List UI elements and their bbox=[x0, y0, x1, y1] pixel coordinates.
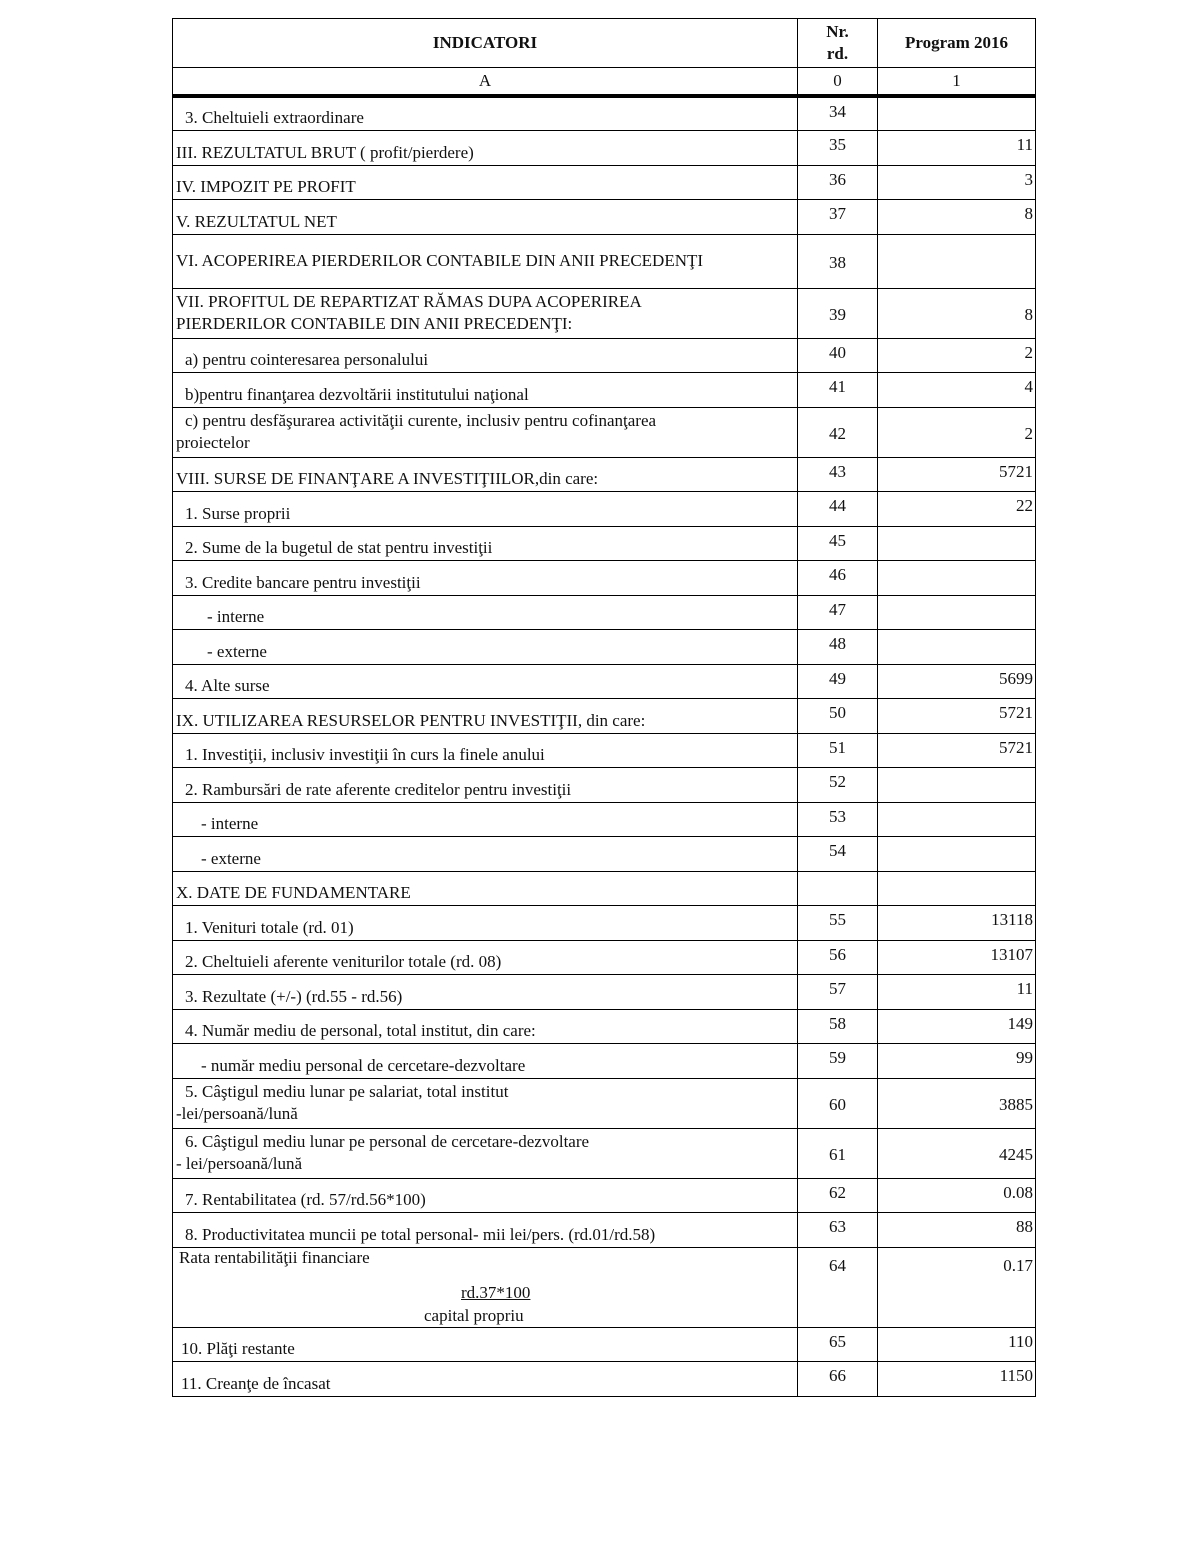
table-header-row bbox=[173, 19, 1036, 68]
table-row bbox=[173, 492, 1036, 527]
row-label: 7. Rentabilitatea (rd. 57/rd.56*100) bbox=[173, 1178, 798, 1213]
column-index-row bbox=[173, 68, 1036, 97]
row-nr: 48 bbox=[798, 630, 878, 665]
row-value bbox=[878, 234, 1036, 288]
row-value: 0.17 bbox=[878, 1247, 1036, 1327]
table-row bbox=[173, 1213, 1036, 1248]
table-row bbox=[173, 1362, 1036, 1397]
row-value: 3885 bbox=[878, 1078, 1036, 1128]
table-row bbox=[173, 526, 1036, 561]
row-label bbox=[173, 1078, 798, 1128]
row-nr: 54 bbox=[798, 837, 878, 872]
row-label-line1: VII. PROFITUL DE REPARTIZAT RĂMAS DUPA ACOPERIREA bbox=[176, 291, 642, 311]
row-nr: 38 bbox=[798, 234, 878, 288]
table-row bbox=[173, 338, 1036, 373]
row-nr: 44 bbox=[798, 492, 878, 527]
col-index-0: 0 bbox=[798, 68, 878, 97]
row-nr: 59 bbox=[798, 1044, 878, 1079]
row-nr: 41 bbox=[798, 373, 878, 408]
row-label-formula bbox=[173, 1247, 798, 1327]
row-nr: 65 bbox=[798, 1327, 878, 1362]
table-row bbox=[173, 1327, 1036, 1362]
row-label: 2. Rambursări de rate aferente creditelor pentru investiţii bbox=[173, 768, 798, 803]
row-label-line2: -lei/persoană/lună bbox=[176, 1103, 298, 1123]
row-value: 5721 bbox=[878, 457, 1036, 492]
row-label: - externe bbox=[173, 837, 798, 872]
row-label-line2: - lei/persoană/lună bbox=[176, 1153, 303, 1173]
row-value: 88 bbox=[878, 1213, 1036, 1248]
row-nr: 37 bbox=[798, 200, 878, 235]
row-value: 8 bbox=[878, 200, 1036, 235]
table-row bbox=[173, 802, 1036, 837]
row-nr: 62 bbox=[798, 1178, 878, 1213]
row-value: 5721 bbox=[878, 699, 1036, 734]
row-label: a) pentru cointeresarea personalului bbox=[173, 338, 798, 373]
table-row bbox=[173, 1044, 1036, 1079]
row-value: 11 bbox=[878, 131, 1036, 166]
table-row bbox=[173, 457, 1036, 492]
table-row bbox=[173, 1128, 1036, 1178]
row-nr: 43 bbox=[798, 457, 878, 492]
row-nr: 39 bbox=[798, 288, 878, 338]
row-label: IX. UTILIZAREA RESURSELOR PENTRU INVESTIŢII, din care: bbox=[173, 699, 798, 734]
table-row bbox=[173, 234, 1036, 288]
row-nr: 46 bbox=[798, 561, 878, 596]
row-nr: 45 bbox=[798, 526, 878, 561]
row-value: 1150 bbox=[878, 1362, 1036, 1397]
row-nr: 35 bbox=[798, 131, 878, 166]
row-value bbox=[878, 871, 1036, 906]
row-label: IV. IMPOZIT PE PROFIT bbox=[173, 165, 798, 200]
table-row bbox=[173, 699, 1036, 734]
row-nr: 66 bbox=[798, 1362, 878, 1397]
row-nr: 49 bbox=[798, 664, 878, 699]
row-nr: 58 bbox=[798, 1009, 878, 1044]
row-nr: 55 bbox=[798, 906, 878, 941]
row-value: 149 bbox=[878, 1009, 1036, 1044]
row-label: 1. Investiţii, inclusiv investiţii în curs la finele anului bbox=[173, 733, 798, 768]
row-nr: 52 bbox=[798, 768, 878, 803]
table-row bbox=[173, 630, 1036, 665]
row-label: 1. Venituri totale (rd. 01) bbox=[173, 906, 798, 941]
header-nr-line2: rd. bbox=[826, 44, 849, 63]
row-value: 5721 bbox=[878, 733, 1036, 768]
row-label: 3. Rezultate (+/-) (rd.55 - rd.56) bbox=[173, 975, 798, 1010]
row-value bbox=[878, 802, 1036, 837]
col-index-1: 1 bbox=[878, 68, 1036, 97]
row-label: 2. Sume de la bugetul de stat pentru investiţii bbox=[173, 526, 798, 561]
table-row bbox=[173, 200, 1036, 235]
row-label: 4. Număr mediu de personal, total institut, din care: bbox=[173, 1009, 798, 1044]
row-value: 13118 bbox=[878, 906, 1036, 941]
row-label-line2: PIERDERILOR CONTABILE DIN ANII PRECEDENŢI: bbox=[176, 313, 573, 333]
table-row bbox=[173, 165, 1036, 200]
row-label bbox=[173, 288, 798, 338]
row-label bbox=[173, 1128, 798, 1178]
row-value: 2 bbox=[878, 407, 1036, 457]
row-label: 4. Alte surse bbox=[173, 664, 798, 699]
row-nr: 53 bbox=[798, 802, 878, 837]
row-value bbox=[878, 595, 1036, 630]
row-nr bbox=[798, 871, 878, 906]
row-value: 5699 bbox=[878, 664, 1036, 699]
table-row bbox=[173, 906, 1036, 941]
row-label-line2: proiectelor bbox=[176, 432, 250, 452]
table-row bbox=[173, 837, 1036, 872]
table-row bbox=[173, 131, 1036, 166]
row-value bbox=[878, 561, 1036, 596]
row-value: 110 bbox=[878, 1327, 1036, 1362]
row-label: - număr mediu personal de cercetare-dezvoltare bbox=[173, 1044, 798, 1079]
table-row bbox=[173, 96, 1036, 131]
table-row bbox=[173, 561, 1036, 596]
table-row bbox=[173, 1078, 1036, 1128]
row-label bbox=[173, 407, 798, 457]
budget-indicators-table bbox=[172, 18, 1036, 1397]
row-label: III. REZULTATUL BRUT ( profit/pierdere) bbox=[173, 131, 798, 166]
row-label: 3. Cheltuieli extraordinare bbox=[173, 96, 798, 131]
row-nr: 63 bbox=[798, 1213, 878, 1248]
row-nr: 42 bbox=[798, 407, 878, 457]
table-row bbox=[173, 595, 1036, 630]
table-row bbox=[173, 288, 1036, 338]
row-label: 8. Productivitatea muncii pe total personal- mii lei/pers. (rd.01/rd.58) bbox=[173, 1213, 798, 1248]
row-label: VIII. SURSE DE FINANŢARE A INVESTIŢIILOR,din care: bbox=[173, 457, 798, 492]
row-value: 8 bbox=[878, 288, 1036, 338]
row-nr: 57 bbox=[798, 975, 878, 1010]
row-value bbox=[878, 837, 1036, 872]
row-nr: 34 bbox=[798, 96, 878, 131]
row-label: b)pentru finanţarea dezvoltării institutului naţional bbox=[173, 373, 798, 408]
row-nr: 36 bbox=[798, 165, 878, 200]
row-nr: 47 bbox=[798, 595, 878, 630]
row-label: 2. Cheltuieli aferente veniturilor totale (rd. 08) bbox=[173, 940, 798, 975]
header-indicatori: INDICATORI bbox=[173, 19, 798, 68]
table-row-formula bbox=[173, 1247, 1036, 1327]
row-value bbox=[878, 526, 1036, 561]
row-nr: 60 bbox=[798, 1078, 878, 1128]
table-row bbox=[173, 407, 1036, 457]
row-value: 13107 bbox=[878, 940, 1036, 975]
row-value: 0.08 bbox=[878, 1178, 1036, 1213]
row-label: - externe bbox=[173, 630, 798, 665]
row-value bbox=[878, 768, 1036, 803]
table-row bbox=[173, 664, 1036, 699]
row-value: 11 bbox=[878, 975, 1036, 1010]
row-label-line1: 6. Câştigul mediu lunar pe personal de cercetare-dezvoltare bbox=[185, 1131, 590, 1151]
row-label-line1: 5. Câştigul mediu lunar pe salariat, total institut bbox=[185, 1081, 509, 1101]
table-row bbox=[173, 768, 1036, 803]
table-row bbox=[173, 733, 1036, 768]
row-label: - interne bbox=[173, 802, 798, 837]
table-row bbox=[173, 1009, 1036, 1044]
table-row bbox=[173, 940, 1036, 975]
row-value: 22 bbox=[878, 492, 1036, 527]
table-row bbox=[173, 871, 1036, 906]
row-value: 3 bbox=[878, 165, 1036, 200]
row-nr: 61 bbox=[798, 1128, 878, 1178]
row-nr: 64 bbox=[798, 1247, 878, 1327]
row-label: - interne bbox=[173, 595, 798, 630]
row-nr: 50 bbox=[798, 699, 878, 734]
row-label: VI. ACOPERIREA PIERDERILOR CONTABILE DIN ANII PRECEDENŢI bbox=[173, 234, 798, 288]
row-nr: 51 bbox=[798, 733, 878, 768]
row-value bbox=[878, 630, 1036, 665]
table-row bbox=[173, 975, 1036, 1010]
table-row bbox=[173, 373, 1036, 408]
formula-denominator: capital propriu bbox=[424, 1305, 524, 1325]
row-value: 4 bbox=[878, 373, 1036, 408]
formula-title: Rata rentabilităţii financiare bbox=[179, 1247, 370, 1267]
row-value bbox=[878, 96, 1036, 131]
table-row bbox=[173, 1178, 1036, 1213]
row-label: 11. Creanţe de încasat bbox=[173, 1362, 798, 1397]
row-nr: 40 bbox=[798, 338, 878, 373]
row-label: X. DATE DE FUNDAMENTARE bbox=[173, 871, 798, 906]
row-value: 99 bbox=[878, 1044, 1036, 1079]
row-label: 3. Credite bancare pentru investiţii bbox=[173, 561, 798, 596]
row-label-line1: c) pentru desfăşurarea activităţii curente, inclusiv pentru cofinanţarea bbox=[185, 410, 657, 430]
header-nr-line1: Nr. bbox=[826, 22, 849, 41]
row-nr: 56 bbox=[798, 940, 878, 975]
row-label: V. REZULTATUL NET bbox=[173, 200, 798, 235]
row-label: 10. Plăţi restante bbox=[173, 1327, 798, 1362]
row-label: 1. Surse proprii bbox=[173, 492, 798, 527]
col-index-a: A bbox=[173, 68, 798, 97]
header-nr-rd bbox=[798, 19, 878, 68]
row-value: 2 bbox=[878, 338, 1036, 373]
row-value: 4245 bbox=[878, 1128, 1036, 1178]
formula-numerator: rd.37*100 bbox=[461, 1282, 531, 1302]
header-program-2016: Program 2016 bbox=[878, 19, 1036, 68]
